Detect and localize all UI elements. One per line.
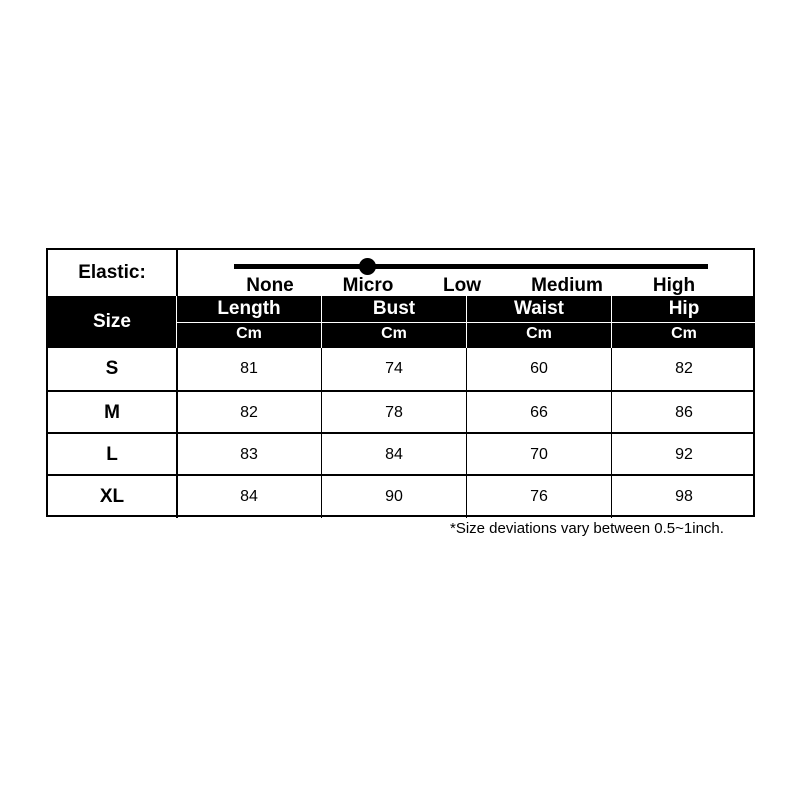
elastic-option-medium: Medium xyxy=(531,275,603,296)
elastic-scale-marker xyxy=(359,258,376,275)
table-header xyxy=(48,296,753,348)
elastic-label: Elastic: xyxy=(48,250,178,296)
size-column-header: Size xyxy=(92,311,132,332)
table-row xyxy=(48,474,753,518)
column-unit: Cm xyxy=(177,322,321,346)
column-header-length xyxy=(176,296,321,348)
length-cell: 82 xyxy=(176,392,321,434)
bust-cell: 78 xyxy=(321,392,466,434)
column-header-hip xyxy=(611,296,756,348)
table-row xyxy=(48,432,753,476)
length-cell: 84 xyxy=(176,476,321,518)
waist-cell: 60 xyxy=(466,348,611,390)
column-name: Length xyxy=(217,298,281,319)
table-row xyxy=(48,348,753,390)
table-row xyxy=(48,390,753,434)
column-name: Bust xyxy=(372,298,416,319)
waist-cell: 66 xyxy=(466,392,611,434)
elastic-scale-line xyxy=(234,264,708,269)
length-cell: 81 xyxy=(176,348,321,390)
column-header-bust xyxy=(321,296,466,348)
hip-cell: 86 xyxy=(611,392,756,434)
column-name: Hip xyxy=(668,298,700,319)
column-unit: Cm xyxy=(467,322,611,346)
column-unit: Cm xyxy=(322,322,466,346)
size-cell: S xyxy=(48,348,178,390)
elastic-option-low: Low xyxy=(443,275,481,296)
hip-cell: 82 xyxy=(611,348,756,390)
length-cell: 83 xyxy=(176,434,321,476)
size-cell: M xyxy=(48,392,178,434)
column-name: Waist xyxy=(514,298,564,319)
waist-cell: 70 xyxy=(466,434,611,476)
hip-cell: 92 xyxy=(611,434,756,476)
size-deviation-note: *Size deviations vary between 0.5~1inch. xyxy=(450,520,724,537)
elastic-option-micro: Micro xyxy=(342,275,394,296)
bust-cell: 84 xyxy=(321,434,466,476)
size-cell: XL xyxy=(48,476,178,518)
bust-cell: 90 xyxy=(321,476,466,518)
hip-cell: 98 xyxy=(611,476,756,518)
elastic-option-high: High xyxy=(652,275,696,296)
waist-cell: 76 xyxy=(466,476,611,518)
size-cell: L xyxy=(48,434,178,476)
elastic-row xyxy=(48,250,753,298)
column-unit: Cm xyxy=(612,322,756,346)
column-header-waist xyxy=(466,296,611,348)
bust-cell: 74 xyxy=(321,348,466,390)
elastic-option-none: None xyxy=(246,275,294,296)
size-chart xyxy=(46,248,755,517)
